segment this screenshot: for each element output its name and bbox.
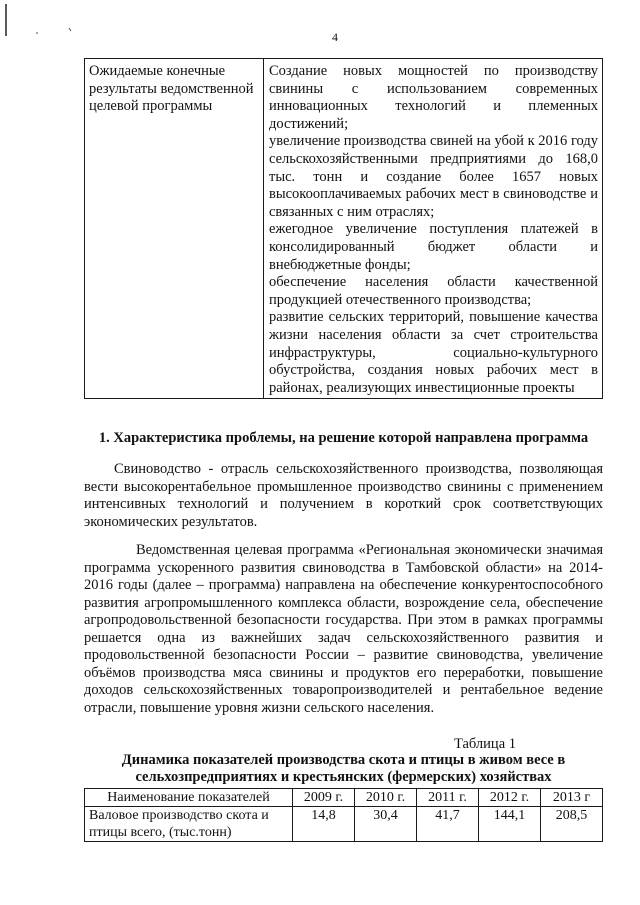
list-item: ежегодное увеличение поступления платежей в консолидированный бюджет области и внебюджетные фонды; <box>269 221 598 273</box>
column-header: Наименование показателей <box>85 789 293 807</box>
section-body <box>84 461 603 717</box>
expected-results-label: Ожидаемые конечные результаты ведомственной целевой программы <box>85 59 264 399</box>
column-header: 2012 г. <box>479 789 541 807</box>
table-row <box>85 807 603 842</box>
list-item: развитие сельских территорий, повышение качества жизни населения области за счет строительства инфраструктуры, социально-культурного обустройства, создания новых рабочих мест в районах, реализующих инвестиционные проекты <box>269 309 598 396</box>
table-label: Таблица 1 <box>453 736 516 752</box>
row-name: Валовое производство скота и птицы всего, (тыс.тонн) <box>85 807 293 842</box>
cell-value: 208,5 <box>541 807 603 842</box>
column-header: 2011 г. <box>417 789 479 807</box>
page-number: 4 <box>332 30 338 44</box>
list-item: обеспечение населения области качественной продукцией отечественного производства; <box>269 274 598 308</box>
table-header-row <box>85 789 603 807</box>
section-heading: 1. Характеристика проблемы, на решение которой направлена программа <box>98 430 589 446</box>
cell-value: 41,7 <box>417 807 479 842</box>
column-header: 2009 г. <box>293 789 355 807</box>
table-title: Динамика показателей производства скота и птицы в живом весе в сельхозпредприятиях и крестьянских (фермерских) хозяйствах <box>121 752 566 785</box>
column-header: 2010 г. <box>355 789 417 807</box>
paragraph: Ведомственная целевая программа «Региональная экономически значимая программа ускоренного развития свиноводства в Тамбовской области» на 2014-2016 годы (далее – программа) направлена на обеспечение конкурентоспособного развития агропромышленного комплекса области, возрождение села, обеспечение агропродовольственной безопасности государства. При этом в рамках программы решается одна из важнейших задач сельскохозяйственного развития и продовольственной безопасности России – развитие свиноводства, увеличение объёмов производства мяса свинины и продуктов его переработки, повышение доходов сельскохозяйственных товаропроизводителей и рентабельное ведение отрасли, повышение уровня жизни сельского населения. <box>84 542 603 716</box>
list-item: Создание новых мощностей по производству свинины с использованием современных инновационных технологий и племенных достижений; <box>269 63 598 132</box>
production-dynamics-table <box>84 788 603 842</box>
expected-results-list <box>264 59 603 399</box>
cell-value: 14,8 <box>293 807 355 842</box>
cell-value: 30,4 <box>355 807 417 842</box>
list-item: увеличение производства свиней на убой к 2016 году сельскохозяйственными предприятиями до 168,0 тыс. тонн и создание более 1657 новых высокооплачиваемых рабочих мест в свиноводстве и связанных с ним отраслях; <box>269 133 598 220</box>
program-passport-table <box>84 58 603 399</box>
table-row <box>85 59 603 399</box>
column-header: 2013 г <box>541 789 603 807</box>
paragraph: Свиноводство - отрасль сельскохозяйственного производства, позволяющая вести высокорентабельное промышленное производство свинины с применением интенсивных технологий и получением в короткий срок соответствующих экономических результатов. <box>84 461 603 530</box>
cell-value: 144,1 <box>479 807 541 842</box>
